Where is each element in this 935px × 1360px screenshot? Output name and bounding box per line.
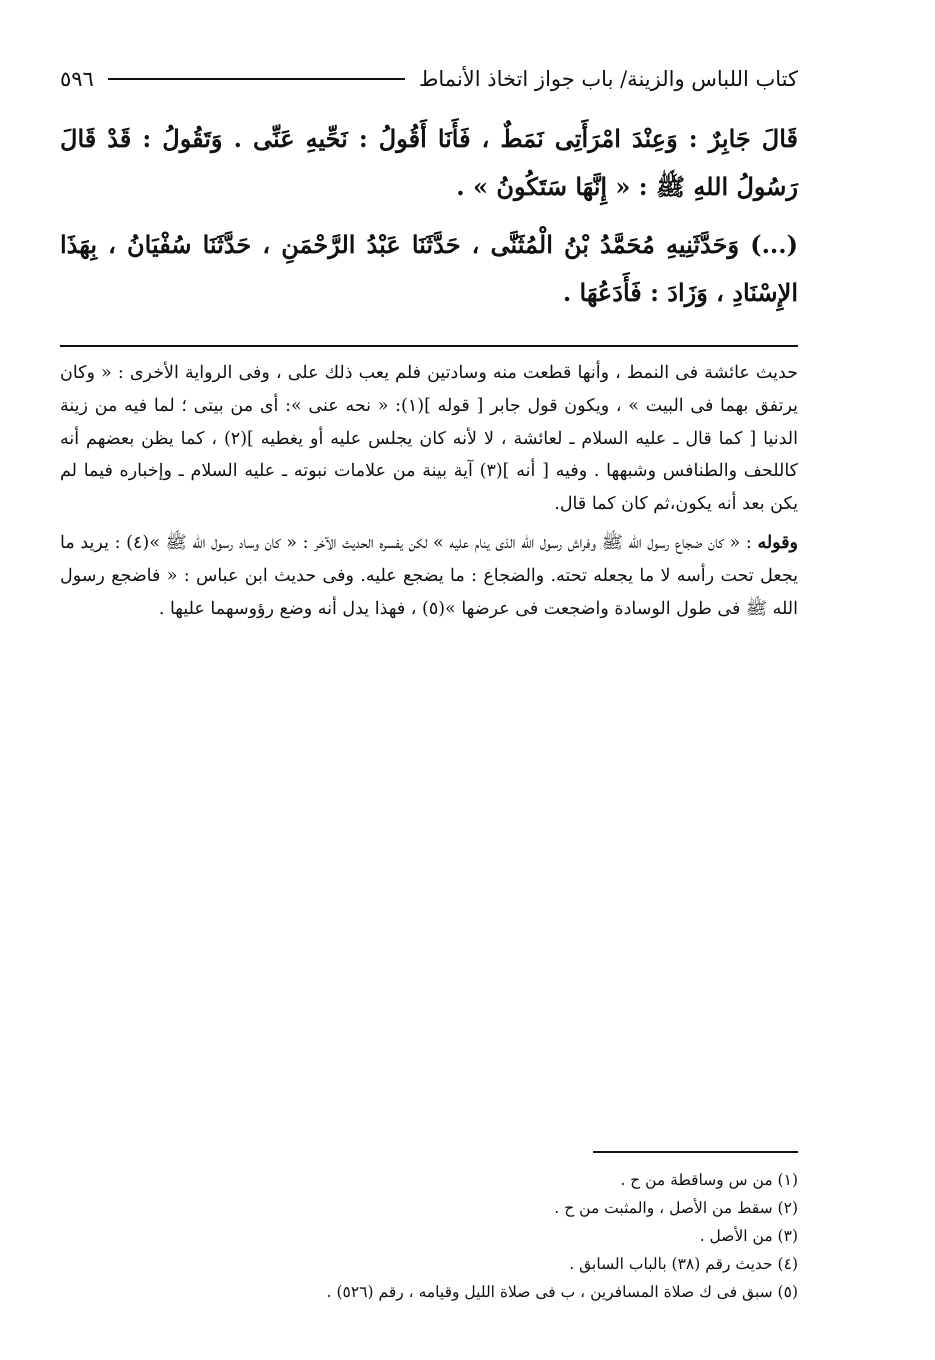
commentary-text <box>60 357 798 625</box>
footnote-5: (٥) سبق فى ك صلاة المسافرين ، ب فى صلاة الليل وقيامه ، رقم (٥٢٦) . <box>326 1283 798 1301</box>
commentary-paragraph-2-body: : « كان ضجاع رسول الله ﷺ وفراش رسول الله الذى ينام عليه » لكن يفسره الحديث الآخر : « كان وساد رسول الله ﷺ »(٤) : يريد ما يجعل تحت رأسه لا ما يجعله تحته. والضجاع : ما يضجع عليه. وفى حديث ابن عباس : « فاضجع رسول الله ﷺ فى طول الوسادة واضجعت فى عرضها »(٥) ، فهذا يدل أنه وضع رؤوسهما عليها . <box>60 532 798 619</box>
running-title: كتاب اللباس والزينة/ باب جواز اتخاذ الأنماط <box>418 67 798 91</box>
footnote-2: (٢) سقط من الأصل ، والمثبت من ح . <box>554 1199 798 1217</box>
header-rule <box>108 78 405 80</box>
footnote-3: (٣) من الأصل . <box>699 1227 798 1245</box>
footnote-separator <box>593 1151 798 1153</box>
running-header <box>60 62 798 96</box>
commentary-lead-word: وقوله <box>757 532 799 553</box>
commentary-paragraph-2 <box>60 527 798 625</box>
page-number: ٥٩٦ <box>60 67 94 91</box>
commentary-paragraph-1: حديث عائشة فى النمط ، وأنها قطعت منه وسادتين فلم يعب ذلك على ، وفى الرواية الأخرى : « وكان يرتفق بهما فى البيت » ، ويكون قول جابر [ قوله ](١): « نحه عنى »: أى من بيتى ؛ لما فيه من زينة الدنيا [ كما قال ـ عليه السلام ـ لعائشة ، لا لأنه كان يجلس عليه أو يغطيه ](٢) ، كما يظن بعضهم أنه كاللحف والطنافس وشبهها . وفيه [ أنه ](٣) آية بينة من علامات نبوته ـ عليه السلام ـ وإخباره فيما لم يكن بعد أنه يكون،ثم كان كما قال. <box>60 363 798 515</box>
footnote-4: (٤) حديث رقم (٣٨) بالباب السابق . <box>569 1255 798 1273</box>
hadith-paragraph-1: قَالَ جَابِرٌ : وَعِنْدَ امْرَأَتِى نَمَطٌ ، فَأَنَا أَقُولُ : نَحِّيهِ عَنِّى . وَتَقُولُ : قَدْ قَالَ رَسُولُ اللهِ ﷺ : « إِنَّهَا سَتَكُونُ » . <box>60 124 798 201</box>
hadith-paragraph-2: (...) وَحَدَّثَنِيهِ مُحَمَّدُ بْنُ الْمُثَنَّى ، حَدَّثَنَا عَبْدُ الرَّحْمَنِ ، حَدَّثَنَا سُفْيَانُ ، بِهَذَا الإِسْنَادِ ، وَزَادَ : فَأَدَعُهَا . <box>60 230 798 307</box>
footnote-1: (١) من س وساقطة من ح . <box>620 1171 798 1189</box>
commentary-separator <box>60 345 798 347</box>
footnotes <box>60 1166 798 1306</box>
hadith-text <box>60 115 798 317</box>
